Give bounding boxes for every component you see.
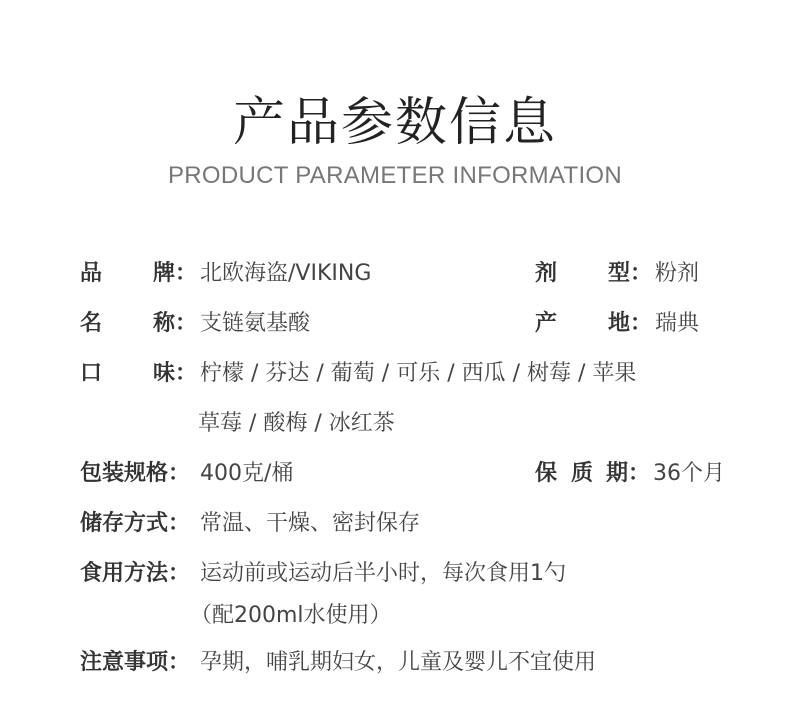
usage-value-line2: （配200ml水使用） xyxy=(190,603,392,628)
shelf-life-label-char2: 质 xyxy=(571,461,594,486)
notes-label: 注意事项： xyxy=(80,650,191,675)
form-label-char1: 剂 xyxy=(535,261,558,286)
shelf-life-label-char1: 保 xyxy=(535,461,558,486)
origin-value: 瑞典 xyxy=(655,311,700,336)
name-value: 支链氨基酸 xyxy=(200,311,311,336)
usage-row xyxy=(80,559,680,589)
brand-value: 北欧海盗/VIKING xyxy=(200,261,372,286)
page-title: 产品参数信息 xyxy=(232,93,557,153)
storage-label: 储存方式： xyxy=(80,511,191,536)
brand-row xyxy=(80,259,410,289)
flavor-value-line2: 草莓 / 酸梅 / 冰红茶 xyxy=(198,411,395,436)
package-label: 包装规格： xyxy=(80,461,191,486)
package-value: 400克/桶 xyxy=(200,461,294,486)
flavor-label-char1: 口 xyxy=(80,361,103,386)
name-label-char1: 名 xyxy=(80,311,103,336)
brand-label-char2: 牌： xyxy=(153,261,198,286)
usage-value: 运动前或运动后半小时，每次食用1勺 xyxy=(200,561,566,586)
form-value: 粉剂 xyxy=(655,261,700,286)
brand-label-char1: 品 xyxy=(80,261,103,286)
flavor-row xyxy=(80,359,680,389)
notes-row xyxy=(80,648,700,678)
package-row xyxy=(80,459,410,489)
origin-row xyxy=(535,309,715,339)
form-row xyxy=(535,259,715,289)
storage-row xyxy=(80,509,580,539)
shelf-life-value: 36个月 xyxy=(653,461,725,486)
origin-label-char1: 产 xyxy=(535,311,558,336)
storage-value: 常温、干燥、密封保存 xyxy=(200,511,421,536)
form-label-char2: 型： xyxy=(608,261,653,286)
flavor-label-char2: 味： xyxy=(153,361,198,386)
page-subtitle: PRODUCT PARAMETER INFORMATION xyxy=(167,162,623,189)
shelf-life-row xyxy=(535,459,735,489)
origin-label-char2: 地： xyxy=(608,311,653,336)
usage-label: 食用方法： xyxy=(80,561,191,586)
shelf-life-label-char3: 期： xyxy=(606,461,651,486)
flavor-value: 柠檬 / 芬达 / 葡萄 / 可乐 / 西瓜 / 树莓 / 苹果 xyxy=(200,361,637,386)
notes-value: 孕期，哺乳期妇女，儿童及婴儿不宜使用 xyxy=(200,650,597,675)
name-row xyxy=(80,309,410,339)
name-label-char2: 称： xyxy=(153,311,198,336)
